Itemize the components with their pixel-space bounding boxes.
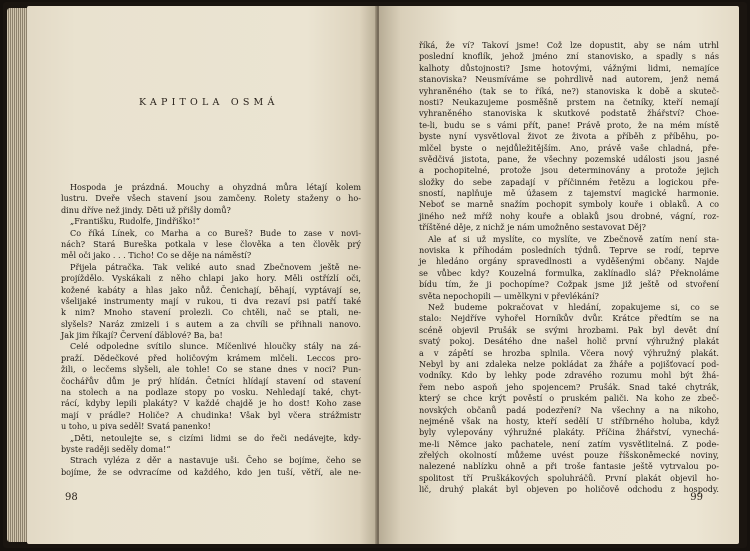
text-line: vyhraněného (tak se to říká, ne?) stanoviska k době a skuteč- [419,85,719,96]
text-line: spolitost tří Pruškákových spoluhráčů. První plakát objevil ho- [419,472,719,483]
text-line: stalo: Nejdříve vyhořel Horníkův dvůr. Krátce předtím se na [419,313,719,324]
text-line: a pochopitelné, protože jsou determinovány a protože jejich [419,165,719,176]
text-line: scéně objevil Prušák se svými hrozbami. Pak byl devět dní [419,324,719,335]
text-line: stanoviska? Neusmíváme se pohrdlivě nad autorem, jenž nemá [419,74,719,85]
text-line: dinu dříve než jindy. Děti už přišly domů? [61,204,231,215]
text-line: mlčel byste o nejdůležitějším. Ano, právě vaše chladná, pře- [419,142,719,153]
right-page [379,6,739,544]
text-line: zřelých okolností můžeme uvést pouze říšskoněmecké noviny, [419,450,719,461]
text-line: „Děti, netoulejte se, s cizími lidmi se do řeči nedávejte, kdy- [70,432,361,443]
text-line: byste nyní vysvětloval život ze života a příběh z příběhu, po- [419,131,719,142]
page-edges [7,8,27,542]
text-line: tříštěné děje, z nichž je nám umožněno sestavovat Děj? [419,222,646,233]
text-line: říká, že ví? Takoví jsme! Což lze dopustit, aby se nám utrhl [419,40,719,50]
text-line: kožené kabáty a hlas jako nůž. Čenichají, běhají, vyptávají se, [61,284,361,295]
text-line: Přijela pátračka. Tak veliké auto snad Zbečnovem ještě ne- [70,261,361,272]
text-line: se vůbec kdy? Kouzelná formulka, zaklínadlo slá? Překnoláme [419,267,719,278]
text-line: lustru. Dveře všech stavení jsou zamčeny. Rolety staženy o ho- [61,193,361,204]
text-line: svědčivá jistota, pane, že všechny pozemské události jsou jasné [419,153,719,164]
text-line: bídu tím, že ji pochopíme? Cožpak jsme již ještě od stvoření [419,279,719,290]
text-line: u toho, u piva seděl! Svatá panenko! [61,421,211,432]
text-line: Hospoda je prázdná. Mouchy a ohyzdná můra létají kolem [70,182,361,192]
text-line: projíždělo. Vyskákali z něho chlapi jako hory. Měli ostřízlí oči, [61,273,361,284]
page-number: 99 [690,492,703,503]
text-line: poslední knoflík, jehož jméno zní stanovisko, a spadly s nás [419,51,719,62]
text-line: sností, naplňuje mě úžasem z tajemství magické harmonie. [419,188,719,199]
text-line: vodníky. Kdo by lehky pode zdravého rozumu mohl být žhá- [419,370,719,381]
text-line: Než budeme pokračovat v hledání, zopakujeme si, co se [428,301,719,312]
text-line: praží. Dědečkové před holičovým krámem mlčeli. Leccos pro- [61,352,361,363]
text-line: noviska k příhodám posledních týdnů. Teprve se rodí, teprve [419,245,719,256]
text-line: rácí, kdyby lepili plakáty? V každé chajdě je ho dost! Koho zase [61,398,361,409]
text-line: svatý pokoj. Desátého dne našel holič první výhružný plakát [419,336,719,347]
left-page-text [61,182,361,478]
text-line: Celé odpoledne svítilo slunce. Míčenlivé hloučky stály na zá- [70,341,361,352]
text-line: žili, o lecčems slyšeli, ale tohle! Co se stane dnes v noci? Pun- [61,364,361,375]
text-line: nejméně však na hosty, kteří sedělí U stříbrného holuba, když [419,415,719,426]
text-line: kalhoty důstojnosti? Jsme hotovými, vážnými lidmi, nemajíce [419,62,719,73]
text-line: mají v prádle? Holiče? A chudinka! Však byl včera strážmistr [61,409,361,420]
text-line: složky do sebe zapadají v příčinném řetězu a logickou pře- [419,176,719,187]
text-line: Ale ať si už myslíte, co myslíte, ve Zbečnově zatím není sta- [428,233,719,244]
text-line: který se chce krýt pověstí o pruském paliči. Na koho ze zbeč- [419,393,719,404]
left-page [27,6,377,544]
text-line: slyšels? Naráz zmizeli i s autem a za chvíli se přihnali nanovo. [61,318,361,329]
text-line: nách? Stará Bureška potkala v lese člověka a ten člověk prý [61,238,361,249]
text-line: te-li, budu se s vámi přít, pane! Právě proto, že na mém místě [419,119,719,130]
text-line: řem nebo aspoň jeho spojencem? Prušák. Snad také chytrák, [419,381,719,392]
text-line: jiného než mříž nohy kouře a oblaků jsou drobné, vágní, roz- [419,210,719,221]
text-line: nosti? Neukazujeme posměšně prstem na četníky, kteří nemají [419,96,719,107]
text-line: bojíme, že se odvracíme od každého, kdo jen tuší, větří, ale ne- [61,466,361,477]
text-line: Jak jim říkají? Červení ďáblové? Ba, ba! [61,330,223,341]
text-line: Nebyl by ani zdaleka nelze pokládat za žháře a pojišťovací pod- [419,358,719,369]
text-line: k nim? Mnoho stavení prolezli. Co chtěli, nač se ptali, ne- [61,307,361,318]
text-line: byly vylepovány výhružné plakáty. Příčina žhářství, vynechá- [419,427,719,438]
text-line: všelijaké instrumenty mají v rukou, ti dva rezaví psi patří také [61,295,361,306]
text-line: Neboť se marně snažím pochopit symboly kouře i oblaků. A co [419,199,719,210]
page-number: 98 [65,492,78,503]
text-line: je hledáno orgány spravedlnosti a vyděšenými občany. Najde [419,256,719,267]
text-line: byste raději seděly doma!“ [61,443,171,454]
chapter-heading: KAPITOLA OSMÁ [139,97,279,108]
text-line: vyhraněného stanoviska k skutkové podstatě žhářství? Choe- [419,108,719,119]
text-line: světa nepochopili — umělkyni v převlékání? [419,290,599,301]
text-line: na stolech a na podlaze stopy po vosku. Nehledají také, chyt- [61,387,361,398]
text-line: a v zápětí se hrozba splnila. Včera nový výhružný plakát. [419,347,719,358]
text-line: Co říká Línek, co Marha a co Bureš? Bude to zase v novi- [70,227,361,238]
text-line: lič, druhý plakát byl objeven po holičově odchodu z hospody. [419,484,719,495]
text-line: novských občanů padá podezření? Na všechny a na nikoho, [419,404,719,415]
book-spread [3,2,747,548]
text-line: Strach vyléza z děr a nastavuje uši. Čeho se bojíme, čeho se [70,455,361,466]
text-line: čochářův dům je prý hlídán. Četníci hlídají stavení od stavení [61,375,361,386]
text-line: „Františku, Rudolfe, Jindřiško!“ [70,216,200,227]
right-page-text [419,40,719,496]
text-line: nalezené nablízku ohně a při troše fantasie ještě vytrvalou po- [419,461,719,472]
text-line: měl oči jako . . . Ticho! Co se děje na náměstí? [61,250,252,261]
text-line: me-li Němce jako pachatele, není zatím vysvětlitelná. Z pode- [419,438,719,449]
